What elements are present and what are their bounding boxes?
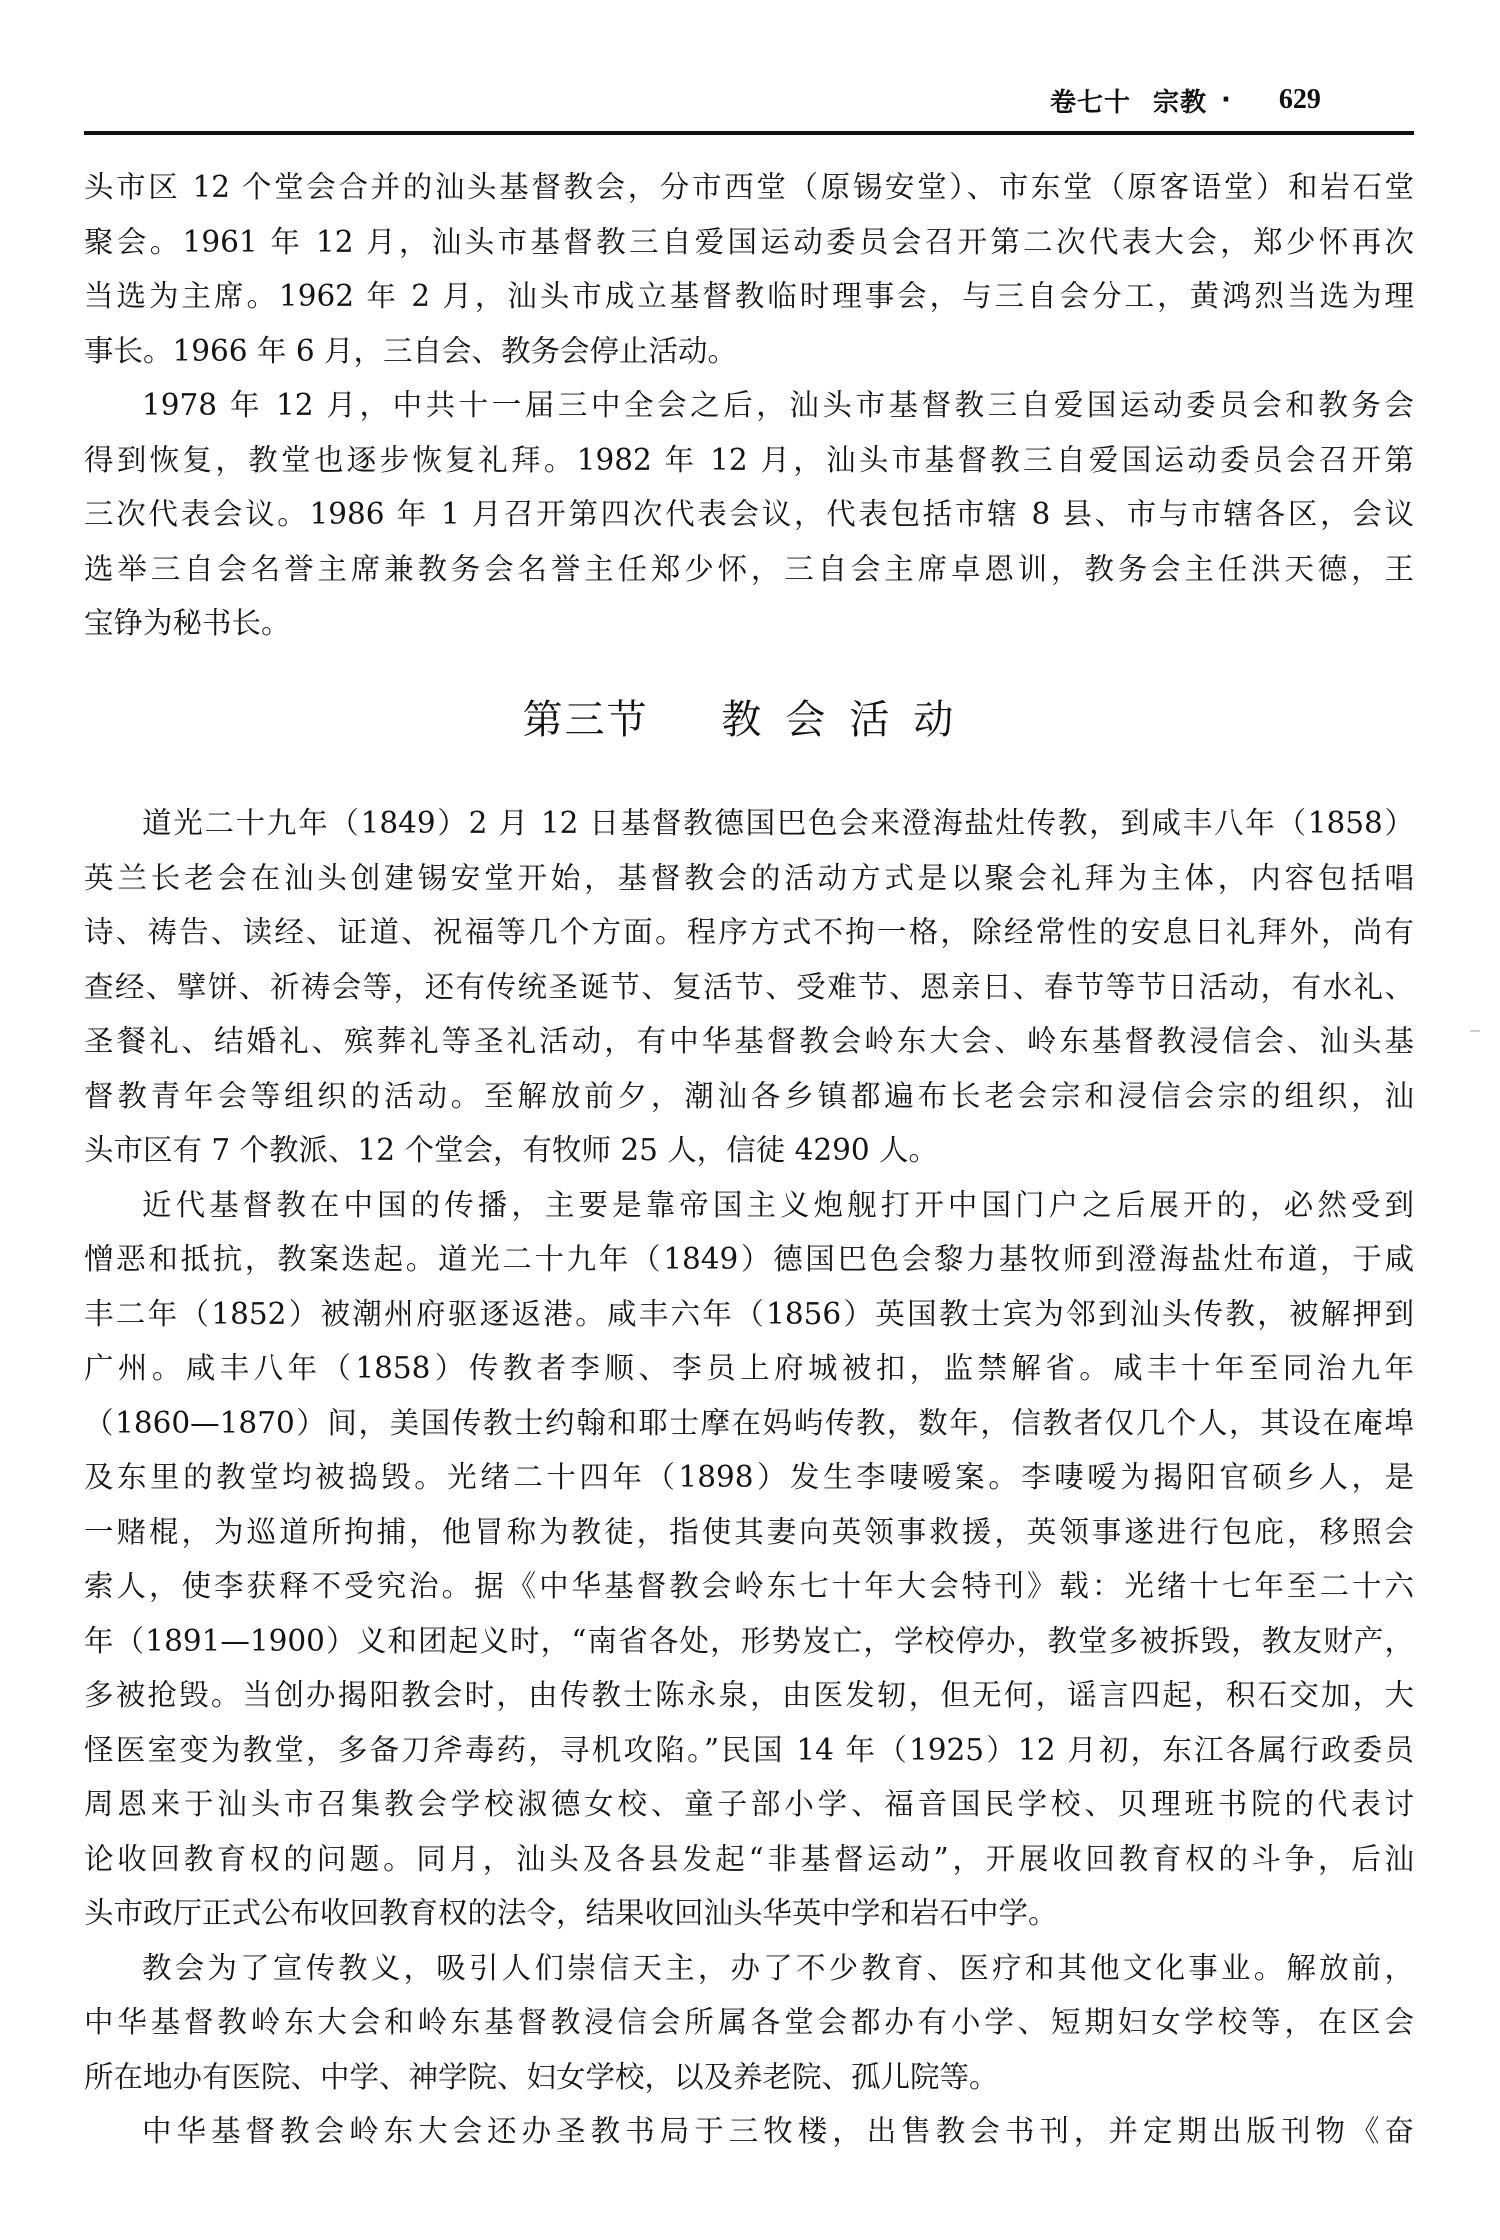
text-line: 选举三自会名誉主席兼教务会名誉主任郑少怀，三自会主席卓恩训，教务会主任洪天德，王 bbox=[84, 551, 1414, 586]
text-line: 所在地办有医院、中学、神学院、妇女学校，以及养老院、孤儿院等。 bbox=[84, 2059, 999, 2094]
page-number: 629 bbox=[1278, 84, 1321, 115]
body-text-top-2 bbox=[84, 378, 1414, 651]
text-line: 丰二年（1852）被潮州府驱逐返港。咸丰六年（1856）英国教士宾为邻到汕头传教，被解押到 bbox=[84, 1296, 1414, 1331]
paragraph bbox=[84, 160, 1414, 378]
text-line: 中华基督教岭东大会和岭东基督教浸信会所属各堂会都办有小学、短期妇女学校等，在区会 bbox=[84, 2005, 1414, 2039]
text-line: 头市区 12 个堂会合并的汕头基督教会，分市西堂（原锡安堂）、市东堂（原客语堂）和岩石堂 bbox=[84, 170, 1414, 204]
text-line: 索人，使李获释不受究治。据《中华基督教会岭东七十年大会特刊》载：光绪十七年至二十六 bbox=[84, 1569, 1414, 1603]
text-line: 道光二十九年（1849）2 月 12 日基督教德国巴色会来澄海盐灶传教，到咸丰八年（1858） bbox=[142, 806, 1414, 840]
text-line: 头市区有 7 个教派、12 个堂会，有牧师 25 人，信徒 4290 人。 bbox=[84, 1133, 939, 1167]
text-line: 年（1891—1900）义和团起义时，“南省各处，形势岌亡，学校停办，教堂多被拆毁，教友财产， bbox=[84, 1623, 1414, 1658]
section-title: 教会活动 bbox=[721, 697, 978, 743]
text-line: 论收回教育权的问题。同月，汕头及各县发起“非基督运动”，开展收回教育权的斗争，后汕 bbox=[84, 1841, 1414, 1876]
text-line: 及东里的教堂均被捣毁。光绪二十四年（1898）发生李啛嗳案。李啛嗳为揭阳官硕乡人，是 bbox=[84, 1460, 1414, 1494]
text-line: 中华基督教会岭东大会还办圣教书局于三牧楼，出售教会书刊，并定期出版刊物《奋 bbox=[142, 2114, 1414, 2148]
text-line: 1978 年 12 月，中共十一届三中全会之后，汕头市基督教三自爱国运动委员会和教务会 bbox=[142, 388, 1414, 422]
header-section: 宗教 bbox=[1153, 87, 1208, 118]
text-line: 头市政厅正式公布收回教育权的法令，结果收回汕头华英中学和岩石中学。 bbox=[84, 1896, 1058, 1930]
text-line: 查经、擘饼、祈祷会等，还有传统圣诞节、复活节、受难节、恩亲日、春节等节日活动，有水礼、 bbox=[84, 969, 1414, 1004]
text-line: 圣餐礼、结婚礼、殡葬礼等圣礼活动，有中华基督教会岭东大会、岭东基督教浸信会、汕头基 bbox=[84, 1024, 1414, 1058]
header-rule bbox=[84, 131, 1414, 135]
text-line: （1860—1870）间，美国传教士约翰和耶士摩在妈屿传教，数年，信教者仅几个人，其设在庵埠 bbox=[84, 1405, 1414, 1440]
text-line: 宝铮为秘书长。 bbox=[84, 606, 291, 640]
text-line: 一赌棍，为巡道所拘捕，他冒称为教徒，指使其妻向英领事救援，英领事遂进行包庇，移照会 bbox=[84, 1514, 1414, 1549]
text-line: 憎恶和抵抗，教案迭起。道光二十九年（1849）德国巴色会黎力基牧师到澄海盐灶布道，于咸 bbox=[84, 1242, 1414, 1276]
scan-artifact bbox=[1470, 1030, 1480, 1032]
header-chapter: 卷七十 bbox=[1050, 87, 1132, 118]
text-line: 多被抢毁。当创办揭阳教会时，由传教士陈永泉，由医发轫，但无何，谣言四起，积石交加，大 bbox=[84, 1678, 1414, 1712]
text-line: 督教青年会等组织的活动。至解放前夕，潮汕各乡镇都遍布长老会宗和浸信会宗的组织，汕 bbox=[84, 1078, 1414, 1113]
text-line: 三次代表会议。1986 年 1 月召开第四次代表会议，代表包括市辖 8 县、市与市辖各区，会议 bbox=[84, 497, 1414, 531]
section-heading bbox=[0, 688, 1500, 745]
text-line: 教会为了宣传教义，吸引人们崇信天主，办了不少教育、医疗和其他文化事业。解放前， bbox=[142, 1950, 1414, 1985]
paragraph bbox=[84, 796, 1414, 1178]
section-number: 第三节 bbox=[522, 697, 649, 743]
paragraph bbox=[84, 1178, 1414, 1941]
text-line: 诗、祷告、读经、证道、祝福等几个方面。程序方式不拘一格，除经常性的安息日礼拜外，尚有 bbox=[84, 915, 1414, 949]
text-line: 周恩来于汕头市召集教会学校淑德女校、童子部小学、福音国民学校、贝理班书院的代表讨 bbox=[84, 1787, 1414, 1821]
text-line: 聚会。1961 年 12 月，汕头市基督教三自爱国运动委员会召开第二次代表大会，郑少怀再次 bbox=[84, 224, 1414, 259]
text-line: 广州。咸丰八年（1858）传教者李顺、李员上府城被扣，监禁解省。咸丰十年至同治九年 bbox=[84, 1351, 1414, 1385]
text-line: 怪医室变为教堂，多备刀斧毒药，寻机攻陷。”民国 14 年（1925）12 月初，东江各属行政委员 bbox=[84, 1732, 1414, 1767]
running-header bbox=[1050, 78, 1321, 122]
paragraph bbox=[84, 2104, 1414, 2159]
body-text-top bbox=[84, 160, 1414, 378]
paragraph bbox=[84, 378, 1414, 651]
text-line: 当选为主席。1962 年 2 月，汕头市成立基督教临时理事会，与三自会分工，黄鸿烈当选为理 bbox=[84, 279, 1414, 313]
text-line: 近代基督教在中国的传播，主要是靠帝国主义炮舰打开中国门户之后展开的，必然受到 bbox=[142, 1187, 1414, 1222]
header-separator: · bbox=[1221, 85, 1231, 115]
text-line: 事长。1966 年 6 月，三自会、教务会停止活动。 bbox=[84, 333, 737, 368]
paragraph bbox=[84, 1941, 1414, 2105]
body-text-main bbox=[84, 796, 1414, 2159]
text-line: 得到恢复，教堂也逐步恢复礼拜。1982 年 12 月，汕头市基督教三自爱国运动委员会召开第 bbox=[84, 442, 1414, 477]
text-line: 英兰长老会在汕头创建锡安堂开始，基督教会的活动方式是以聚会礼拜为主体，内容包括唱 bbox=[84, 860, 1414, 895]
